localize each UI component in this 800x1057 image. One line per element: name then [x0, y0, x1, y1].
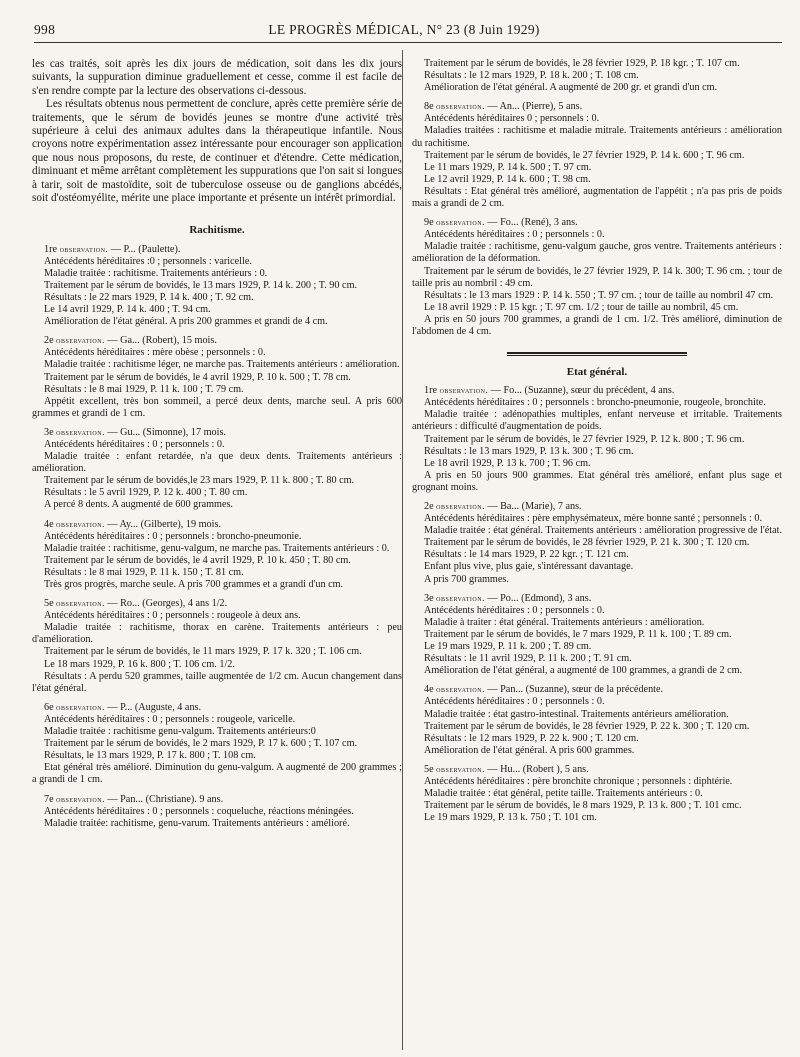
observation-line: Traitement par le sérum de bovidés, le 28 février 1929, P. 18 kgr. ; T. 107 cm.	[424, 58, 740, 69]
observation-line: Maladie traitée : état général. Traitements antérieurs : amélioration progressive de l'état.	[424, 525, 782, 537]
observation-line: Résultats, le 13 mars 1929, P. 17 k. 800 ; T. 108 cm.	[44, 750, 256, 762]
observation-heading: 2e observation. — Ba... (Marie), 7 ans.	[424, 501, 582, 512]
observation-line: Le 11 mars 1929, P. 14 k. 500 ; T. 97 cm.	[424, 161, 592, 173]
observation-line: Le 18 mars 1929, P. 16 k. 800 ; T. 106 cm. 1/2.	[44, 658, 235, 670]
observation-line: Amélioration de l'état général, a augmenté de 100 grammes, a grandi de 2 cm.	[424, 665, 743, 677]
observation-line: Amélioration de l'état général. A augmenté de 200 gr. et grandi d'un cm.	[424, 82, 718, 94]
observation-line: Antécédents héréditaires : 0 ; personnels : broncho-pneumonie, rougeole, bronchite.	[424, 397, 766, 409]
observation-line: Traitement par le sérum de bovidés, le 27 février 1929, P. 14 k. 300; T. 96 cm. ; tour de taille pris au nombril : 49 cm.	[412, 265, 782, 289]
observation-line: Etat général très amélioré. Diminution du genu-valgum. A augmenté de 200 grammes ; a grandi de 1 cm.	[32, 762, 402, 786]
observation-line: Traitement par le sérum de bovidés, le 27 février 1929, P. 12 k. 800 ; T. 96 cm.	[424, 433, 745, 445]
observation-line: Antécédents héréditaires : père emphysémateux, mère bonne santé ; personnels : 0.	[424, 513, 763, 525]
observation-line: Maladie traitée : rachitisme, genu-valgum, ne marche pas. Traitements antérieurs : 0.	[44, 542, 390, 554]
observation-heading: 9e observation. — Fo... (René), 3 ans.	[424, 217, 578, 229]
observation-line: Maladie traitée : enfant retardée, n'a que deux dents. Traitements antérieurs : amélioration.	[32, 451, 402, 475]
observation-heading: 3e observation. — Po... (Edmond), 3 ans.	[424, 592, 592, 604]
observation-line: Maladie traitée : rachitisme, thorax en carène. Traitements antérieurs : peu d'amélioration.	[32, 622, 402, 646]
observation-block	[32, 793, 402, 830]
observation-line: Maladie à traiter : état général. Traitements antérieurs : amélioration.	[424, 616, 705, 628]
observation-line: Traitement par le sérum de bovidés, le 27 février 1929, P. 14 k. 600 ; T. 96 cm.	[424, 149, 745, 161]
observation-line: Très gros progrès, marche seule. A pris 700 grammes et a grandi d'un cm.	[44, 579, 344, 590]
observation-line: Antécédents héréditaires : 0 ; personnels : 0.	[424, 229, 605, 241]
observation-line: A percé 8 dents. A augmenté de 600 grammes.	[44, 499, 233, 511]
observation-line: Antécédents héréditaires : 0 ; personnels : 0.	[424, 604, 605, 616]
observation-block	[412, 592, 782, 678]
intro-paragraph: les cas traités, soit après les dix jours de médication, soit dans les dix jours suivants, la suppuration diminue graduellement et cesse, comme il est facile de s'en rendre compte par la lecture des observations ci-dessous.	[32, 58, 402, 97]
observation-line: Traitement par le sérum de bovidés, le 4 avril 1929, P. 10 k. 500 ; T. 78 cm.	[44, 371, 351, 383]
observation-line: Résultats : le 14 mars 1929, P. 22 kgr. ; T. 121 cm.	[424, 549, 629, 561]
observation-line: Traitement par le sérum de bovidés, le 13 mars 1929, P. 14 k. 200 ; T. 90 cm.	[44, 279, 358, 291]
observation-heading: 1re observation. — P... (Paulette).	[44, 243, 181, 255]
observation-continuation	[412, 58, 782, 94]
observation-line: Résultats : le 12 mars 1929, P. 18 k. 200 ; T. 108 cm.	[424, 70, 639, 82]
left-column	[32, 58, 402, 830]
observation-block	[32, 597, 402, 695]
observation-heading: 6e observation. — P... (Auguste, 4 ans.	[44, 701, 202, 713]
observation-heading: 1re observation. — Fo... (Suzanne), sœur du précédent, 4 ans.	[424, 385, 675, 397]
observation-line: Résultats : A perdu 520 grammes, taille augmentée de 1/2 cm. Aucun changement dans l'état général.	[32, 670, 402, 694]
section-heading-rachitisme: Rachitisme.	[189, 224, 245, 237]
observation-block	[412, 500, 782, 586]
intro-paragraph: Les résultats obtenus nous permettent de conclure, après cette première série de traitements, que le sérum de bovidés jeunes se montre d'une activité très supérieure à celui des animaux adultes dans la thérapeutique infantile. Nous croyons notre expérimentation assez intéressante pour encourager son application que nous nous proposons, du reste, de continuer et d'étendre. Cette médication, diminuant et même arrêtant complètement les suppurations que l'on sait si longues à tarir, soit de mastoïdite, soit de tuberculose osseuse ou de ganglions abcédés, soit d'ostéomyélite, mérite une place importante et présente un intérêt primordial.	[32, 98, 402, 205]
section-separator	[507, 352, 687, 356]
observation-line: Résultats : le 13 mars 1929, P. 13 k. 300 ; T. 96 cm.	[424, 445, 634, 457]
observation-line: Le 14 avril 1929, P. 14 k. 400 ; T. 94 cm.	[44, 304, 211, 316]
observation-line: Maladie traitée : rachitisme genu-valgum. Traitements antérieurs:0	[44, 726, 316, 738]
page-header	[34, 22, 774, 44]
observation-line: Antécédents héréditaires : 0 ; personnels : 0.	[424, 696, 605, 708]
observation-block	[412, 683, 782, 757]
observation-line: Traitement par le sérum de bovidés, le 7 mars 1929, P. 11 k. 100 ; T. 89 cm.	[424, 628, 732, 640]
observation-line: Résultats : le 5 avril 1929, P. 12 k. 400 ; T. 80 cm.	[44, 487, 248, 499]
observation-line: Maladie traitée : adénopathies multiples, enfant nerveuse et irritable. Traitements antérieurs : difficulté d'augmentation de poids.	[412, 409, 782, 433]
column-divider	[402, 50, 403, 1050]
observation-block	[412, 100, 782, 210]
observation-line: Traitement par le sérum de bovidés, le 4 avril 1929, P. 10 k. 450 ; T. 80 cm.	[44, 554, 351, 566]
observation-line: A pris en 50 jours 700 grammes, a grandi de 1 cm. 1/2. Très amélioré, diminution de l'abdomen de 4 cm.	[412, 313, 782, 337]
observation-line: Antécédents héréditaires :0 ; personnels : varicelle.	[44, 255, 252, 267]
observation-line: Résultats : le 11 avril 1929, P. 11 k. 200 ; T. 91 cm.	[424, 653, 632, 665]
observation-block	[32, 518, 402, 592]
observation-line: Antécédents héréditaires : 0 ; personnels : 0.	[44, 438, 225, 450]
observation-line: Maladie traitée : rachitisme. Traitements antérieurs : 0.	[44, 267, 268, 279]
observation-line: Résultats : le 12 mars 1929, P. 22 k. 900 ; T. 120 cm.	[424, 732, 639, 744]
observation-line: A pris en 50 jours 900 grammes. Etat général très amélioré, enfant plus sage et grognant moins.	[412, 469, 782, 493]
observation-line: Le 18 avril 1929, P. 13 k. 700 ; T. 96 cm.	[424, 457, 591, 469]
observation-line: Le 18 avril 1929 : P. 15 kgr. ; T. 97 cm. 1/2 ; tour de taille au nombril, 45 cm.	[424, 301, 739, 313]
observation-block	[32, 243, 402, 329]
observation-line: Antécédents héréditaires : père bronchite chronique ; personnels : diphtérie.	[424, 775, 733, 787]
dash-ornament	[56, 213, 96, 214]
observation-line: Maladie traitée : état gastro-intestinal. Traitements antérieurs amélioration.	[424, 708, 729, 720]
observation-heading: 4e observation. — Pan... (Suzanne), sœur de la précédente.	[424, 684, 664, 696]
observation-block	[32, 334, 402, 420]
observation-line: Antécédents héréditaires : 0 ; personnels : coqueluche, réactions méningées.	[44, 805, 354, 817]
observation-line: Maladie traitée : rachitisme léger, ne marche pas. Traitements antérieurs : amélioration.	[44, 359, 400, 371]
journal-title: LE PROGRÈS MÉDICAL, N° 23 (8 Juin 1929)	[268, 22, 540, 37]
intro-text	[32, 58, 402, 205]
observation-line: Maladies traitées : rachitisme et maladie mitrale. Traitements antérieurs : amélioration du rachitisme.	[412, 125, 782, 149]
observation-line: Résultats : le 8 mai 1929, P. 11 k. 100 ; T. 79 cm.	[44, 383, 244, 395]
observation-line: Enfant plus vive, plus gaie, s'intéressant davantage.	[424, 561, 634, 573]
observation-block	[412, 763, 782, 824]
observation-heading: 5e observation. — Ro... (Georges), 4 ans 1/2.	[44, 598, 228, 610]
right-column	[412, 58, 782, 824]
observation-line: Antécédents héréditaires : 0 ; personnels : rougeole, varicelle.	[44, 713, 296, 725]
section-heading-etat-general: Etat général.	[566, 366, 628, 379]
page-number: 998	[34, 22, 56, 37]
observation-line: Le 12 avril 1929, P. 14 k. 600 ; T. 98 cm.	[424, 173, 591, 185]
observation-line: Le 19 mars 1929, P. 13 k. 750 ; T. 101 cm.	[424, 812, 597, 824]
observation-heading: 3e observation. — Gu... (Simonne), 17 mois.	[44, 426, 226, 438]
observation-line: Résultats : Etat général très amélioré, augmentation de l'appétit ; n'a pas pris de poids mais a grandi de 2 cm.	[412, 185, 782, 210]
observation-line: Maladie traitée : état général, petite taille. Traitements antérieurs : 0.	[424, 788, 703, 800]
observation-line: Antécédents héréditaires : 0 ; personnels : rougeole à deux ans.	[44, 610, 301, 622]
observation-heading: 2e observation. — Ga... (Robert), 15 mois.	[44, 335, 217, 347]
observation-line: Traitement par le sérum de bovidés, le 11 mars 1929, P. 17 k. 320 ; T. 106 cm.	[44, 646, 362, 658]
observation-line: Maladie traitée : rachitisme, genu-valgum gauche, gros ventre. Traitements antérieurs : amélioration de la déformation.	[412, 241, 782, 265]
observation-line: Antécédents héréditaires : mère obèse ; personnels : 0.	[44, 347, 266, 359]
observation-line: Résultats : le 8 mai 1929, P. 11 k. 150 ; T. 81 cm.	[44, 566, 244, 578]
observation-line: Traitement par le sérum de bovidés,le 23 mars 1929, P. 11 k. 800 ; T. 80 cm.	[44, 475, 355, 487]
observation-line: Antécédents héréditaires 0 ; personnels : 0.	[424, 113, 600, 125]
observation-line: Appétit excellent, très bon sommeil, a percé deux dents, marche seul. A pris 600 grammes et grandi de 1 cm.	[32, 395, 402, 419]
observation-line: Traitement par le sérum de bovidés, le 2 mars 1929, P. 17 k. 600 ; T. 107 cm.	[44, 738, 358, 750]
observation-line: Amélioration de l'état général. A pris 200 grammes et grandi de 4 cm.	[44, 316, 328, 328]
observation-line: Résultats : le 13 mars 1929 : P. 14 k. 550 ; T. 97 cm. ; tour de taille au nombril 47 cm.	[424, 289, 774, 301]
observation-line: Traitement par le sérum de bovidés, le 28 février 1929, P. 22 k. 300 ; T. 120 cm.	[424, 720, 750, 732]
observation-line: Antécédents héréditaires : 0 ; personnels : broncho-pneumonie.	[44, 530, 302, 542]
observation-line: Résultats : le 22 mars 1929, P. 14 k. 400 ; T. 92 cm.	[44, 291, 254, 303]
observation-heading: 7e observation. — Pan... (Christiane). 9 ans.	[44, 793, 224, 805]
observation-block	[412, 384, 782, 494]
observation-line: Le 19 mars 1929, P. 11 k. 200 ; T. 89 cm.	[424, 641, 592, 653]
observation-block	[32, 701, 402, 787]
observation-heading: 5e observation. — Hu... (Robert ), 5 ans.	[424, 763, 589, 775]
observation-block	[412, 216, 782, 338]
observation-block	[32, 426, 402, 512]
observation-line: Traitement par le sérum de bovidés, le 28 février 1929, P. 21 k. 300 ; T. 120 cm.	[424, 537, 750, 549]
observation-heading: 8e observation. — An... (Pierre), 5 ans.	[424, 101, 583, 113]
observation-heading: 4e observation. — Ay... (Gilberte), 19 mois.	[44, 518, 221, 530]
observation-line: Amélioration de l'état général. A pris 600 grammes.	[424, 744, 635, 756]
observation-line: A pris 700 grammes.	[424, 573, 509, 585]
observation-line: Maladie traitée: rachitisme, genu-varum. Traitements antérieurs : amélioré.	[44, 817, 350, 829]
observation-line: Traitement par le sérum de bovidés, le 8 mars 1929, P. 13 k. 800 ; T. 101 cmc.	[424, 800, 742, 812]
header-rule	[34, 42, 782, 43]
